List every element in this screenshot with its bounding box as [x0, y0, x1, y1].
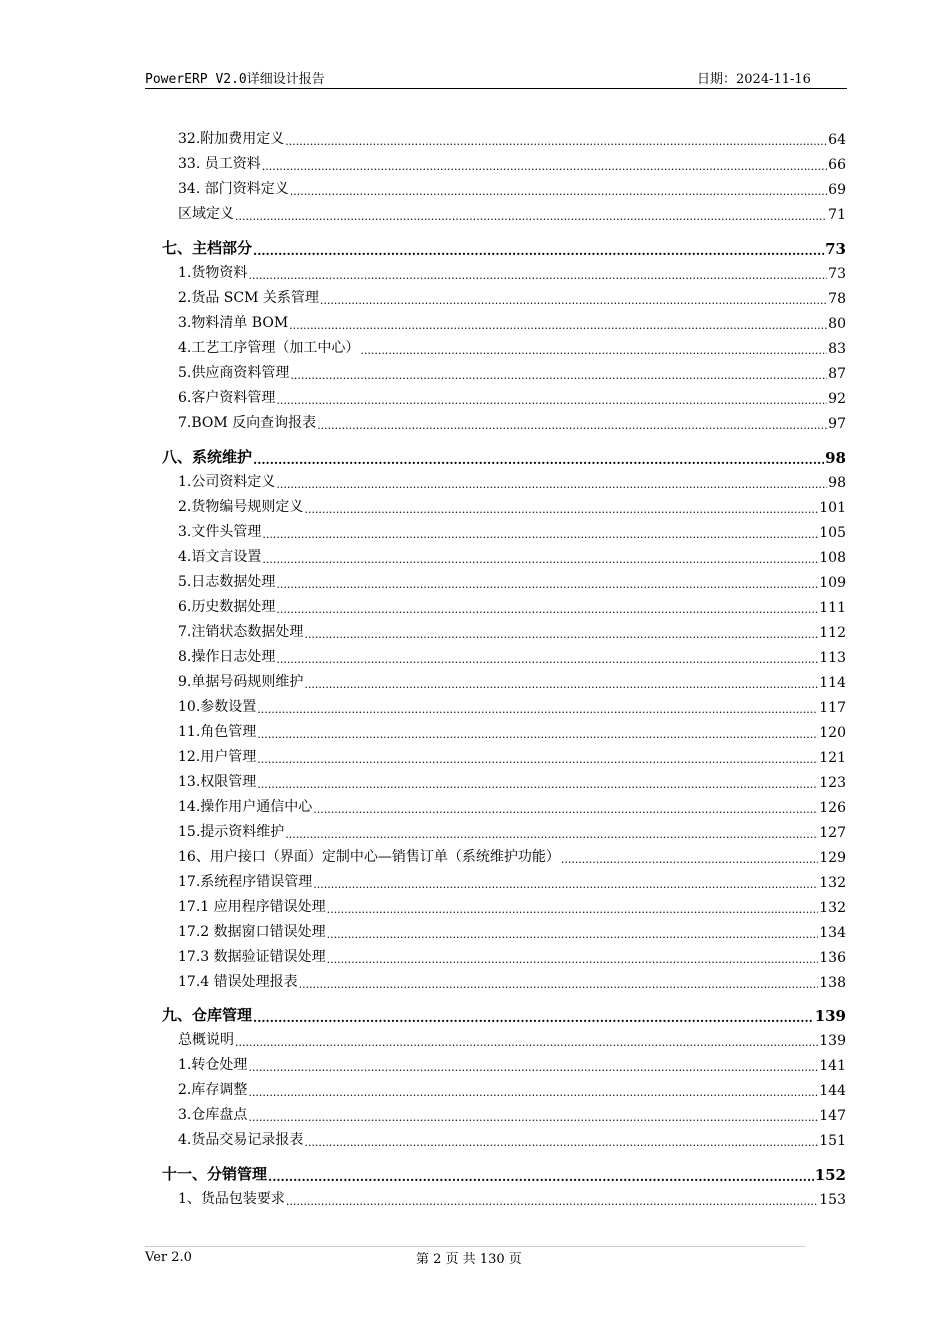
toc-entry-page: 139 [819, 1033, 846, 1049]
toc-entry[interactable] [0, 128, 950, 148]
toc-entry[interactable] [0, 496, 950, 516]
toc-entry-page: 101 [819, 500, 846, 516]
toc-entry-label: 17.3 数据验证错误处理 [178, 949, 326, 965]
toc-leader-dots [235, 210, 827, 223]
toc-leader-dots [327, 928, 819, 941]
toc-entry-label: 11.角色管理 [178, 724, 257, 740]
toc-entry-page: 69 [828, 182, 846, 198]
toc-entry[interactable] [0, 746, 950, 766]
toc-leader-dots [248, 1061, 818, 1074]
toc-leader-dots [290, 369, 827, 382]
toc-entry[interactable] [0, 546, 950, 566]
toc-leader-dots [320, 294, 827, 307]
toc-entry-label: 3.仓库盘点 [178, 1107, 248, 1123]
document-title: PowerERP V2.0详细设计报告 [145, 72, 325, 87]
toc-entry-page: 129 [819, 850, 846, 866]
toc-leader-dots [285, 135, 827, 148]
toc-entry-label: 6.客户资料管理 [178, 390, 276, 406]
toc-entry[interactable] [0, 471, 950, 491]
toc-entry-label: 2.库存调整 [178, 1082, 248, 1098]
toc-leader-dots [360, 344, 827, 357]
toc-entry-page: 112 [819, 625, 846, 641]
toc-leader-dots [317, 419, 827, 432]
toc-entry-page: 147 [819, 1108, 846, 1124]
toc-entry-page: 120 [819, 725, 846, 741]
toc-entry[interactable] [0, 1104, 950, 1124]
toc-entry-page: 113 [819, 650, 846, 666]
toc-entry-page: 98 [825, 449, 846, 467]
toc-entry[interactable] [0, 721, 950, 741]
footer-page-number: 第 2 页 共 130 页 [416, 1252, 522, 1267]
toc-leader-dots [276, 478, 827, 491]
toc-entry-page: 123 [819, 775, 846, 791]
toc-entry-label: 七、主档部分 [162, 239, 253, 257]
toc-leader-dots [262, 160, 827, 173]
toc-leader-dots [289, 319, 827, 332]
toc-entry[interactable] [0, 896, 950, 916]
toc-entry-page: 152 [814, 1166, 846, 1184]
toc-entry[interactable] [0, 178, 950, 198]
toc-entry-label: 八、系统维护 [162, 448, 253, 466]
toc-entry-label: 32.附加费用定义 [178, 131, 285, 147]
toc-entry-page: 121 [819, 750, 846, 766]
toc-entry[interactable] [0, 946, 950, 966]
toc-entry[interactable] [0, 387, 950, 407]
toc-entry-page: 138 [819, 975, 846, 991]
toc-entry[interactable] [0, 671, 950, 691]
toc-leader-dots [561, 853, 818, 866]
toc-entry-label: 34. 部门资料定义 [178, 181, 289, 197]
toc-entry-label: 2.货品 SCM 关系管理 [178, 290, 319, 306]
toc-entry[interactable] [0, 153, 950, 173]
toc-entry-page: 98 [828, 475, 846, 491]
toc-entry-page: 141 [819, 1058, 846, 1074]
toc-entry-label: 5.供应商资料管理 [178, 365, 290, 381]
toc-entry-page: 134 [819, 925, 846, 941]
toc-entry-page: 105 [819, 525, 846, 541]
toc-entry-page: 151 [819, 1133, 846, 1149]
toc-entry-label: 十一、分销管理 [162, 1165, 268, 1183]
toc-entry-label: 4.货品交易记录报表 [178, 1132, 304, 1148]
toc-entry-page: 126 [819, 800, 846, 816]
toc-entry-label: 16、用户接口（界面）定制中心—销售订单（系统维护功能） [178, 849, 560, 865]
toc-leader-dots [257, 703, 818, 716]
toc-leader-dots [276, 603, 818, 616]
toc-entry[interactable] [0, 971, 950, 991]
toc-entry-page: 71 [828, 207, 846, 223]
toc-entry-label: 17.4 错误处理报表 [178, 974, 298, 990]
toc-leader-dots [257, 753, 818, 766]
toc-entry-label: 8.操作日志处理 [178, 649, 276, 665]
toc-entry-page: 139 [814, 1007, 846, 1025]
toc-entry[interactable] [0, 262, 950, 282]
toc-entry-page: 78 [828, 291, 846, 307]
toc-entry[interactable] [0, 1129, 950, 1149]
toc-entry-label: 15.提示资料维护 [178, 824, 285, 840]
toc-entry-label: 1.转仓处理 [178, 1057, 248, 1073]
toc-leader-dots [276, 578, 818, 591]
toc-leader-dots [290, 185, 827, 198]
toc-entry-label: 1.货物资料 [178, 265, 248, 281]
toc-entry-page: 108 [819, 550, 846, 566]
toc-entry-page: 64 [828, 132, 846, 148]
toc-entry-label: 7.BOM 反向查询报表 [178, 415, 317, 431]
toc-entry[interactable] [0, 571, 950, 591]
toc-entry-label: 13.权限管理 [178, 774, 257, 790]
toc-leader-dots [235, 1036, 818, 1049]
toc-leader-dots [304, 1136, 818, 1149]
toc-entry-page: 73 [825, 240, 846, 258]
toc-entry[interactable] [0, 821, 950, 841]
toc-leader-dots [248, 1111, 818, 1124]
toc-entry[interactable] [0, 1079, 950, 1099]
toc-leader-dots [262, 553, 818, 566]
toc-entry-page: 109 [819, 575, 846, 591]
toc-leader-dots [248, 1086, 818, 1099]
toc-entry[interactable] [0, 521, 950, 541]
toc-entry[interactable] [0, 312, 950, 332]
toc-entry[interactable] [0, 796, 950, 816]
toc-leader-dots [313, 803, 818, 816]
toc-leader-dots [286, 1195, 818, 1208]
toc-entry-label: 1、货品包装要求 [178, 1191, 285, 1207]
toc-entry-label: 17.2 数据窗口错误处理 [178, 924, 326, 940]
toc-entry[interactable] [0, 362, 950, 382]
toc-entry-label: 4.语文言设置 [178, 549, 262, 565]
toc-entry-page: 153 [819, 1192, 846, 1208]
toc-entry[interactable] [0, 1029, 950, 1049]
toc-leader-dots [268, 1170, 814, 1184]
toc-entry-label: 5.日志数据处理 [178, 574, 276, 590]
toc-entry-label: 区域定义 [178, 206, 234, 222]
toc-entry-label: 3.文件头管理 [178, 524, 262, 540]
toc-entry[interactable] [0, 846, 950, 866]
toc-leader-dots [253, 244, 824, 258]
toc-entry-page: 132 [819, 875, 846, 891]
toc-entry-label: 3.物料清单 BOM [178, 315, 289, 331]
toc-entry[interactable] [0, 696, 950, 716]
toc-entry-label: 4.工艺工序管理（加工中心） [178, 340, 360, 356]
toc-leader-dots [299, 978, 819, 991]
toc-leader-dots [327, 903, 819, 916]
toc-entry-label: 1.公司资料定义 [178, 474, 276, 490]
toc-entry-page: 136 [819, 950, 846, 966]
toc-entry[interactable] [0, 871, 950, 891]
toc-leader-dots [313, 878, 818, 891]
document-date: 日期：2024-11-16 [697, 72, 811, 87]
toc-entry-page: 132 [819, 900, 846, 916]
toc-entry-label: 14.操作用户通信中心 [178, 799, 313, 815]
toc-leader-dots [285, 828, 818, 841]
toc-entry[interactable] [0, 287, 950, 307]
toc-chapter-entry[interactable] [0, 445, 950, 467]
toc-leader-dots [304, 628, 818, 641]
toc-entry-label: 2.货物编号规则定义 [178, 499, 304, 515]
toc-entry-page: 144 [819, 1083, 846, 1099]
toc-entry-label: 10.参数设置 [178, 699, 257, 715]
toc-entry-label: 12.用户管理 [178, 749, 257, 765]
toc-entry-page: 97 [828, 416, 846, 432]
toc-entry[interactable] [0, 921, 950, 941]
toc-leader-dots [304, 678, 818, 691]
toc-leader-dots [327, 953, 819, 966]
page-header [145, 68, 847, 89]
toc-entry-label: 总概说明 [178, 1032, 234, 1048]
toc-leader-dots [257, 778, 818, 791]
toc-leader-dots [253, 1011, 814, 1025]
toc-entry-label: 9.单据号码规则维护 [178, 674, 304, 690]
toc-leader-dots [253, 453, 824, 467]
toc-entry-page: 66 [828, 157, 846, 173]
toc-chapter-entry[interactable] [0, 1162, 950, 1184]
toc-entry-page: 83 [828, 341, 846, 357]
toc-entry-page: 92 [828, 391, 846, 407]
toc-entry[interactable] [0, 1054, 950, 1074]
toc-entry[interactable] [0, 412, 950, 432]
toc-entry-label: 6.历史数据处理 [178, 599, 276, 615]
toc-entry-page: 87 [828, 366, 846, 382]
toc-leader-dots [248, 269, 827, 282]
toc-entry-page: 80 [828, 316, 846, 332]
toc-entry-label: 17.1 应用程序错误处理 [178, 899, 326, 915]
toc-entry-page: 73 [828, 266, 846, 282]
toc-chapter-entry[interactable] [0, 1003, 950, 1025]
toc-leader-dots [262, 528, 818, 541]
toc-entry[interactable] [0, 771, 950, 791]
toc-entry-page: 127 [819, 825, 846, 841]
toc-entry-label: 17.系统程序错误管理 [178, 874, 313, 890]
toc-leader-dots [276, 653, 818, 666]
toc-entry-page: 114 [819, 675, 846, 691]
toc-chapter-entry[interactable] [0, 236, 950, 258]
toc-entry[interactable] [0, 337, 950, 357]
toc-entry-label: 33. 员工资料 [178, 156, 261, 172]
footer-version: Ver 2.0 [145, 1250, 192, 1265]
toc-entry-page: 111 [819, 600, 846, 616]
toc-entry[interactable] [0, 621, 950, 641]
toc-leader-dots [257, 728, 818, 741]
toc-entry-label: 九、仓库管理 [162, 1006, 253, 1024]
toc-entry[interactable] [0, 203, 950, 223]
toc-entry[interactable] [0, 596, 950, 616]
footer-divider [145, 1246, 805, 1247]
toc-leader-dots [304, 503, 818, 516]
toc-entry-page: 117 [819, 700, 846, 716]
toc-entry[interactable] [0, 1188, 950, 1208]
toc-entry-label: 7.注销状态数据处理 [178, 624, 304, 640]
toc-entry[interactable] [0, 646, 950, 666]
toc-leader-dots [276, 394, 827, 407]
